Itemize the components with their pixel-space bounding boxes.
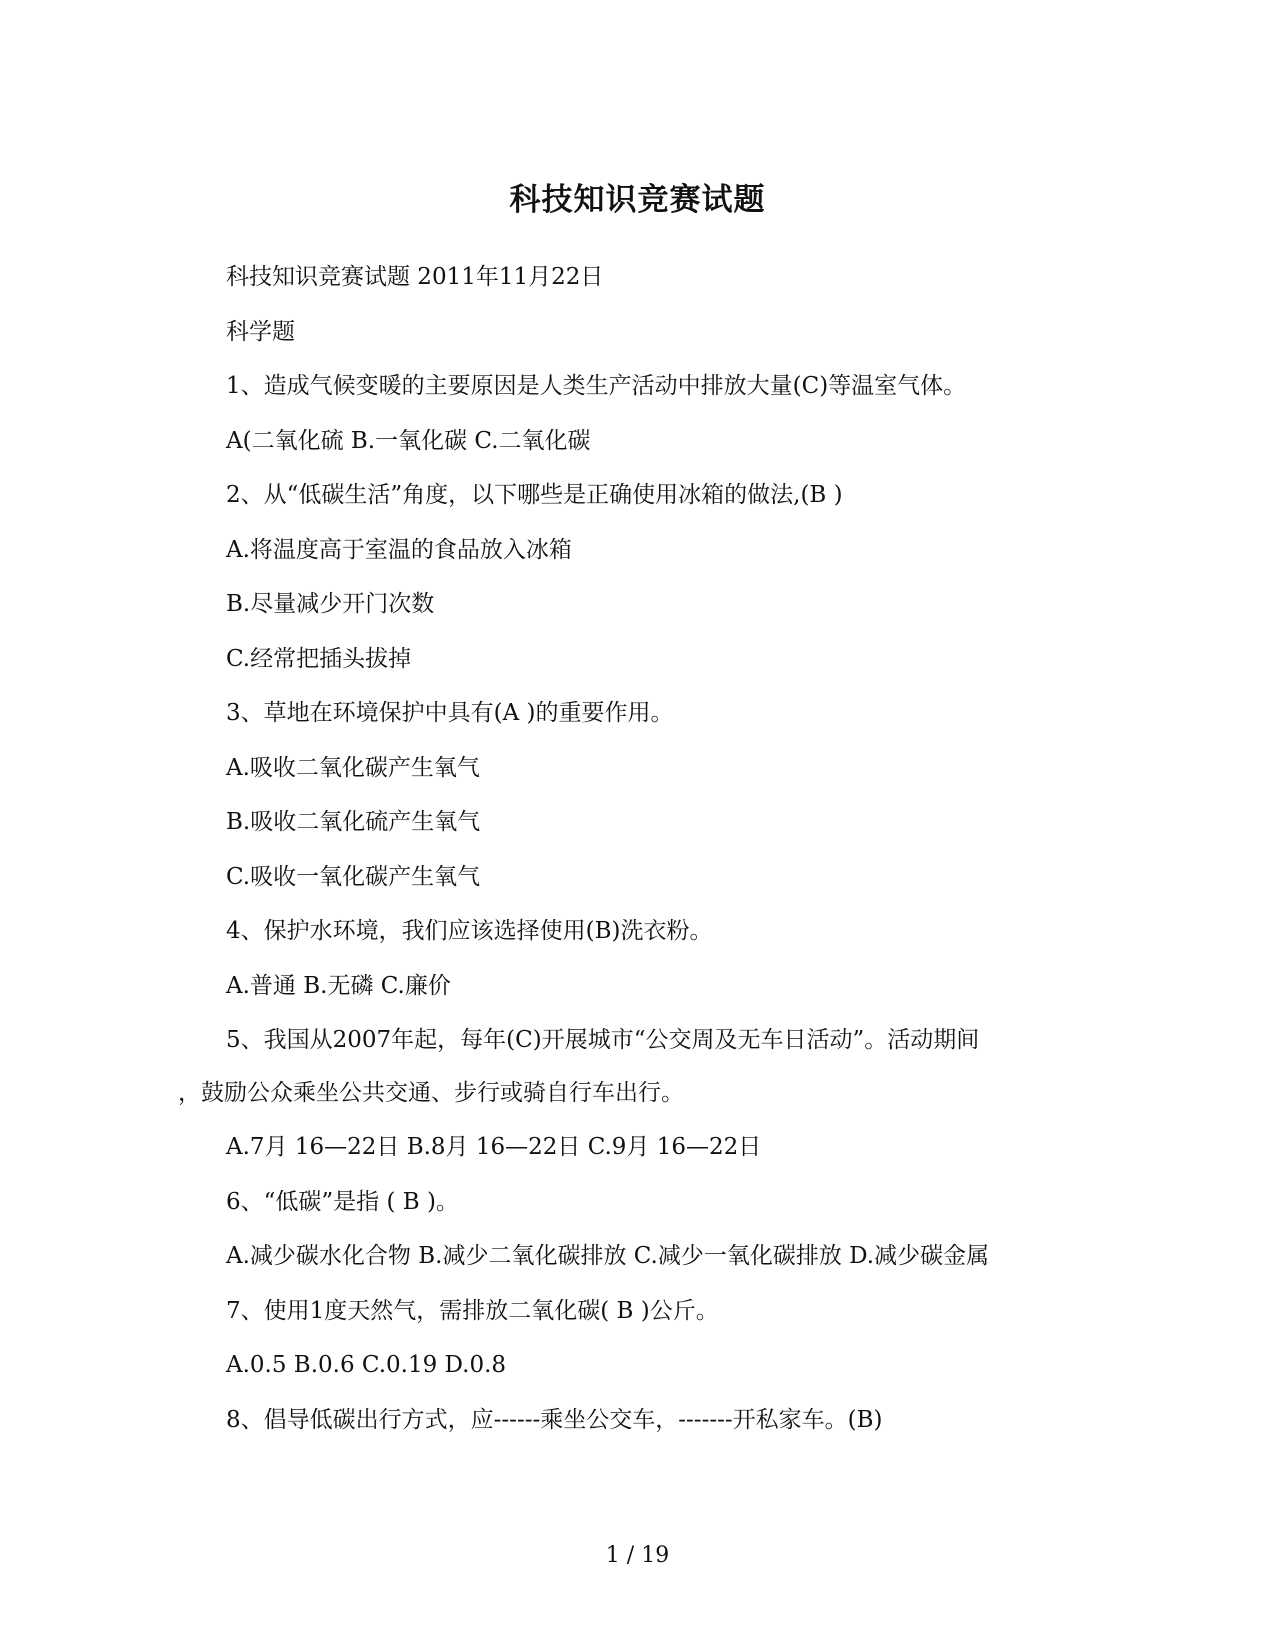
question-5-options: A.7月 16—22日 B.8月 16—22日 C.9月 16—22日 [226,1134,762,1160]
question-2-option-a: A.将温度高于室温的食品放入冰箱 [226,536,572,563]
question-6-options: A.减少碳水化合物 B.减少二氧化碳排放 C.减少一氧化碳排放 D.减少碳金属 [226,1243,990,1269]
question-2: 2、从“低碳生活”角度，以下哪些是正确使用冰箱的做法,(B ) [226,482,843,508]
subtitle-line: 科技知识竞赛试题 2011年11月22日 [226,264,604,290]
question-5-continuation: ，鼓励公众乘坐公共交通、步行或骑自行车出行。 [178,1079,684,1106]
document-title: 科技知识竞赛试题 [509,182,766,218]
question-2-option-b: B.尽量减少开门次数 [226,591,435,617]
question-7-options: A.0.5 B.0.6 C.0.19 D.0.8 [226,1352,507,1378]
question-4: 4、保护水环境，我们应该选择使用(B)洗衣粉。 [226,918,713,944]
question-3-option-c: C.吸收一氧化碳产生氧气 [226,863,481,890]
question-3-option-a: A.吸收二氧化碳产生氧气 [226,754,480,781]
page-number: 1 / 19 [605,1543,670,1568]
question-3-option-b: B.吸收二氧化硫产生氧气 [226,809,481,835]
question-2-option-c: C.经常把插头拔掉 [226,645,412,672]
question-4-options: A.普通 B.无磷 C.廉价 [226,972,451,999]
question-5: 5、我国从2007年起，每年(C)开展城市“公交周及无车日活动”。活动期间 [226,1027,980,1053]
section-heading: 科学题 [226,318,295,345]
question-3: 3、草地在环境保护中具有(A )的重要作用。 [226,700,674,726]
question-7: 7、使用1度天然气，需排放二氧化碳( B )公斤。 [226,1297,719,1324]
question-1: 1、造成气候变暖的主要原因是人类生产活动中排放大量(C)等温室气体。 [226,373,967,399]
document-body [178,263,1078,1460]
question-1-options: A(二氧化硫 B.一氧化碳 C.二氧化碳 [226,427,591,454]
question-8: 8、倡导低碳出行方式，应------乘坐公交车，-------开私家车。(B) [226,1406,883,1433]
question-6: 6、“低碳”是指 ( B )。 [226,1188,459,1215]
